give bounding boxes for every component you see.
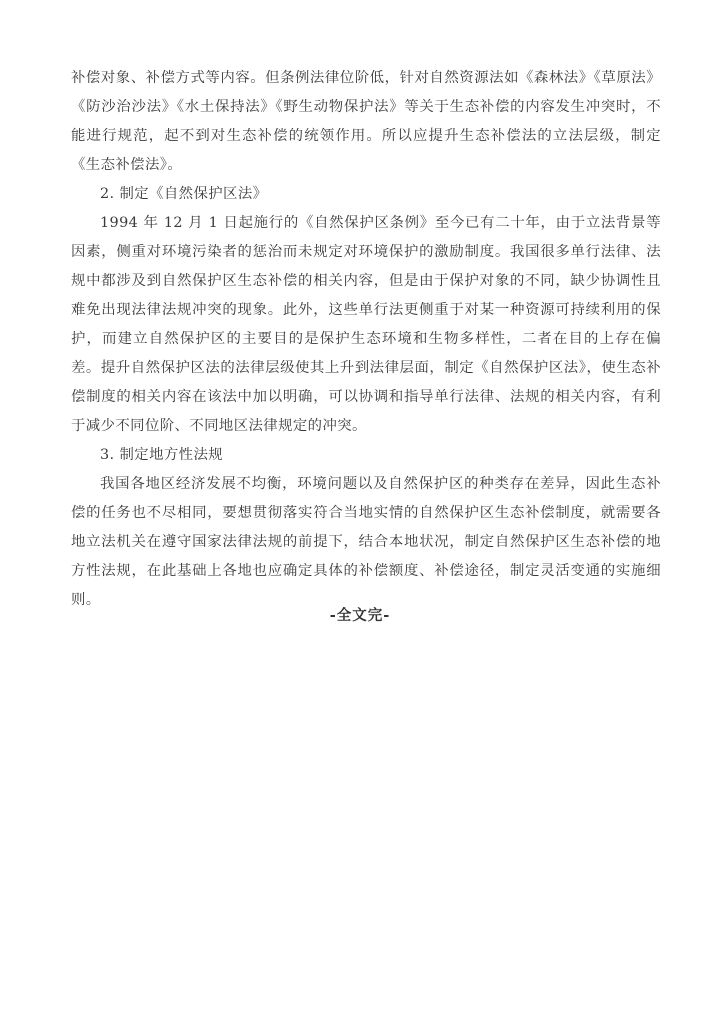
paragraph-section-3: 我国各地区经济发展不均衡，环境问题以及自然保护区的种类存在差异，因此生态补偿的任务也不尽相同，要想贯彻落实符合当地实情的自然保护区生态补偿制度，就需要各地立法机关在遵守国家法律法规的前提下，结合本地状况，制定自然保护区生态补偿的地方性法规，在此基础上各地也应确定具体的补偿额度、补偿途径，制定灵活变通的实施细则。 [71, 476, 661, 608]
paragraph-continuation: 补偿对象、补偿方式等内容。但条例法律位阶低，针对自然资源法如《森林法》《草原法》《防沙治沙法》《水土保持法》《野生动物保护法》等关于生态补偿的内容发生冲突时，不能进行规范，起不到对生态补偿的统领作用。所以应提升生态补偿法的立法层级，制定《生态补偿法》。 [71, 70, 661, 173]
end-of-document-mark: -全文完- [329, 608, 391, 624]
section-heading-2: 2. 制定《自然保护区法》 [100, 186, 268, 202]
section-heading-3: 3. 制定地方性法规 [100, 447, 224, 463]
paragraph-section-2: 1994 年 12 月 1 日起施行的《自然保护区条例》至今已有二十年，由于立法背景等因素，侧重对环境污染者的惩治而未规定对环境保护的激励制度。我国很多单行法律、法规中都涉及到自然保护区生态补偿的相关内容，但是由于保护对象的不同，缺少协调性且难免出现法律法规冲突的现象。此外，这些单行法更侧重于对某一种资源可持续利用的保护，而建立自然保护区的主要目的是保护生态环境和生物多样性，二者在目的上存在偏差。提升自然保护区法的法律层级使其上升到法律层面，制定《自然保护区法》，使生态补偿制度的相关内容在该法中加以明确，可以协调和指导单行法律、法规的相关内容，有利于减少不同位阶、不同地区法律规定的冲突。 [71, 215, 661, 434]
document-body [71, 64, 661, 615]
